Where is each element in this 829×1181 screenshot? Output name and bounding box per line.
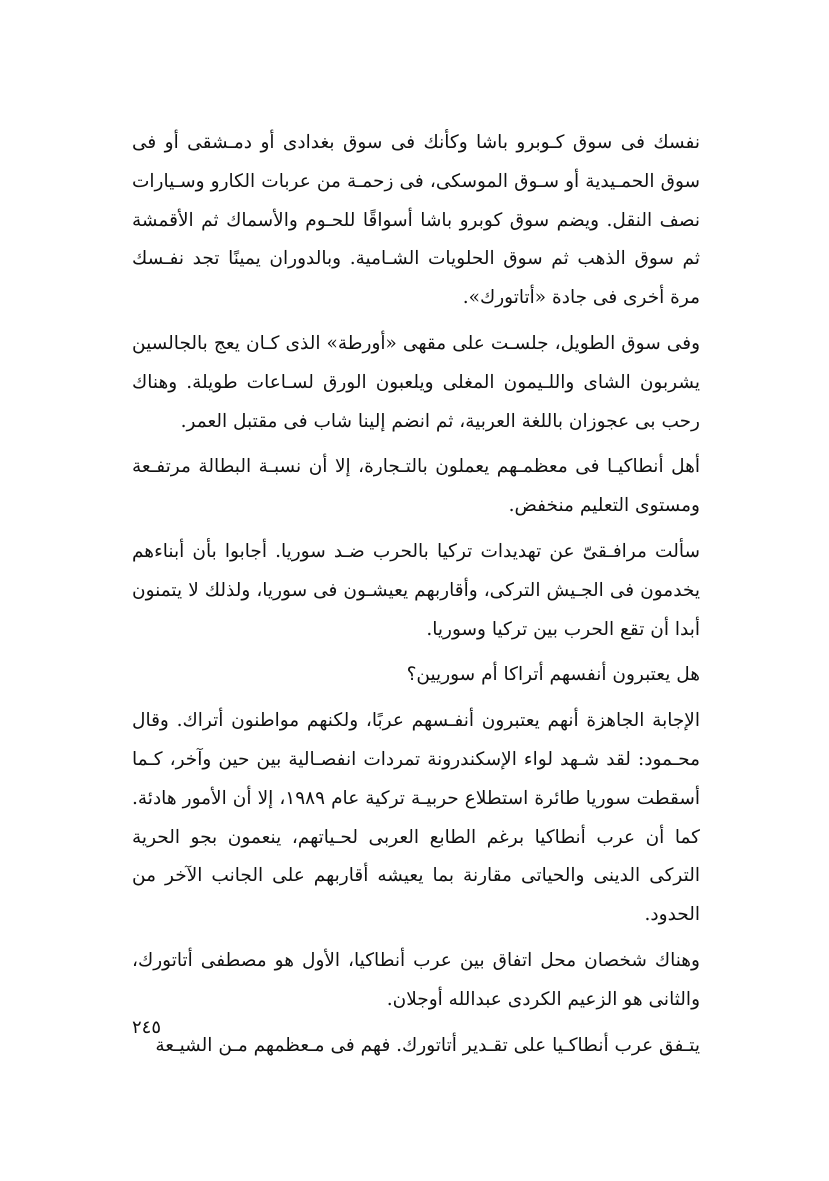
paragraph-2: وفى سوق الطويل، جلسـت على مقهى «أورطة» الذى كـان يعج بالجالسين يشربون الشاى واللـيمون المغلى ويلعبون الورق لسـاعات طويلة. وهناك رحب بى عجوزان باللغة العربية، ثم انضم إلينا شاب فى مقتبل العمر.: [132, 332, 700, 432]
paragraph-3: أهل أنطاكيـا فى معظمـهم يعملون بالتـجارة، إلا أن نسبـة البطالة مرتفـعة ومستوى التعليم منخفض.: [132, 456, 700, 517]
paragraph-5: هل يعتبرون أنفسهم أتراكا أم سوريين؟: [406, 664, 700, 686]
paragraph-7: وهناك شخصان محل اتفاق بين عرب أنطاكيا، الأول هو مصطفى أتاتورك، والثانى هو الزعيم الكردى عبدالله أوجلان.: [132, 949, 700, 1010]
page-number: ٢٤٥: [132, 1017, 162, 1038]
paragraph-4: سألت مرافـقىّ عن تهديدات تركيا بالحرب ضـد سوريا. أجابوا بأن أبناءهم يخدمون فى الجـيش التركى، وأقاربهم يعيشـون فى سوريا، ولذلك لا يتمنون أبدا أن تقع الحرب بين تركيا وسوريا.: [132, 540, 700, 640]
body-text: [132, 124, 700, 1072]
paragraph-1: نفسك فى سوق كـوبرو باشا وكأنك فى سوق بغدادى أو دمـشقى أو فى سوق الحمـيدية أو سـوق الموسكى، فى زحمـة من عربات الكارو وسـيارات نصف النقل. ويضم سوق كوبرو باشا أسواقًا للحـوم والأسماك ثم الأقمشة ثم سوق الذهب ثم سوق الحلويات الشـامية. وبالدوران يمينًا تجد نفـسك مرة أخرى فى جادة «أتاتورك».: [132, 132, 700, 309]
paragraph-8: يتـفق عرب أنطاكـيا على تقـدير أتاتورك. فهم فى مـعظمهم مـن الشيـعة: [155, 1034, 700, 1056]
paragraph-6: الإجابة الجاهزة أنهم يعتبرون أنفـسهم عربًا، ولكنهم مواطنون أتراك. وقال محـمود: لقد شـهد لواء الإسكندرونة تمردات انفصـالية بين حين وآخر، كـما أسقطت سوريا طائرة استطلاع حربيـة تركية عام ١٩٨٩، إلا أن الأمور هادئة. كما أن عرب أنطاكيا برغم الطابع العربى لحـياتهم، ينعمون بجو الحرية التركى الدينى والحياتى مقارنة بما يعيشه أقاربهم على الجانب الآخر من الحدود.: [132, 710, 700, 926]
